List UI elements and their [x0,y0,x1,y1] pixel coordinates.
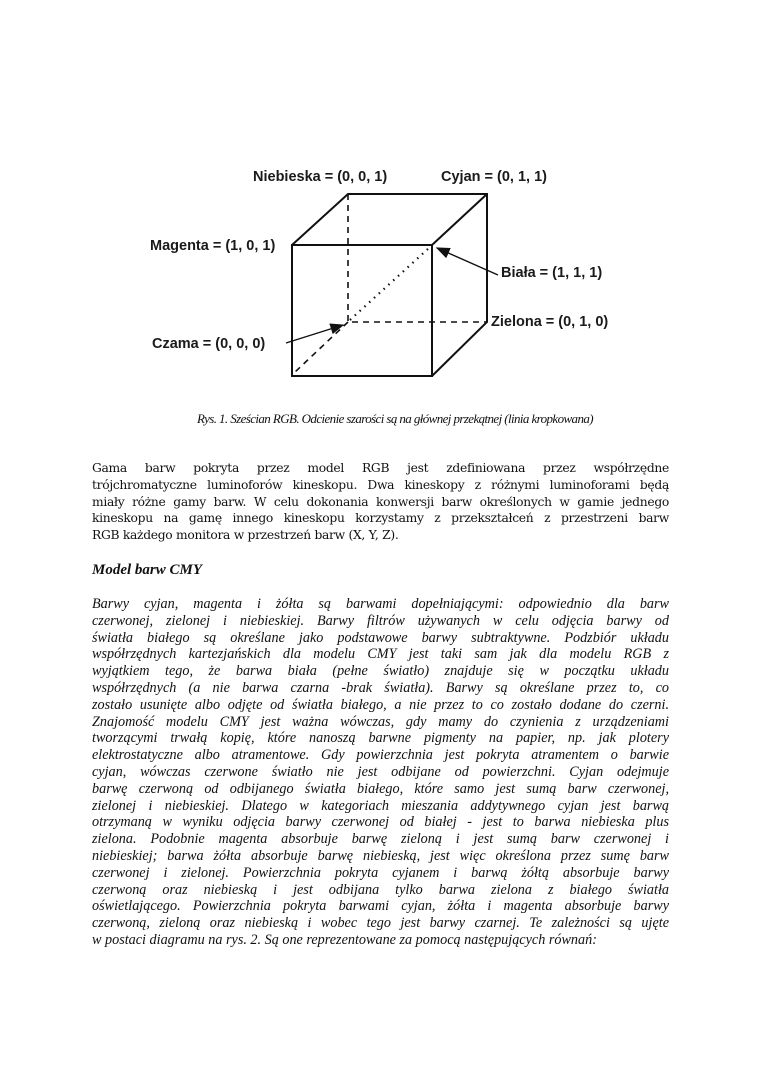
black-arrow [286,325,343,343]
text-line: współrzędnych (a nie barwa czarna -brak światła). Barwy są określane przez to, co [92,679,669,696]
figure-caption: Rys. 1. Sześcian RGB. Odcienie szarości są na głównej przekątnej (linia kropkowana) [197,411,593,426]
text-line: trójchromatyczne luminoforów kineskopu. Dwa kineskopy z różnymi luminoforami będą [92,477,669,492]
text-line: kineskopu na gamę innego kineskopu korzystamy z przekształceń z przestrzeni barw [92,511,669,526]
text-line: Gama barw pokryta przez model RGB jest zdefiniowana przez współrzędne [92,461,669,475]
text-line: czerwonej i zielonej. Powierzchnia pokryta cyjanem i barwą żółtą absorbuje barwy [92,864,669,881]
cube-front-face [292,245,432,376]
text-line: otrzymaną w wyniku odjęcia barwy czerwonej od białej - jest to barwa niebieska plus [92,814,669,831]
text-line: czerwonej, zielonej i niebieskiej. Barwy filtrów używanych w celu odjęcia barwy od [92,612,669,629]
text-line: światła białego są określane jako podstawowe barwy subtraktywne. Podzbiór układu [92,629,669,646]
rgb-cube-figure [0,0,760,440]
text-line: w postaci diagramu na rys. 2. Są one reprezentowane za pomocą następujących równań: [92,931,597,948]
text-line: cyjan, wówczas czerwone światło nie jest odbijane od powierzchni. Cyjan odejmuje [92,763,669,780]
label-blue: Niebieska = (0, 0, 1) [253,169,388,185]
text-line: tworzącymi trwałą kopię, które nanoszą barwne pigmenty na papier, np. jak plotery [92,730,669,747]
label-white: Biała = (1, 1, 1) [501,265,603,281]
section-heading: Model barw CMY [92,562,203,578]
text-line: miały różne gamy barw. W celu dokonania konwersji barw określonych w gamie jednego [92,494,669,509]
paragraph-cmy-model [92,596,669,949]
text-line: czerwoną, zieloną oraz niebieską i wobec tego jest barwy czarnej. Te zależności są ujęte [92,915,669,932]
text-line: Znajomość modelu CMY jest ważna wówczas, gdy mamy do czynienia z urządzeniami [92,713,669,730]
text-line: elektrostatyczne albo atramentowe. Gdy powierzchnia jest pokryta atramentem o barwie [92,747,669,764]
text-line: oświetlającego. Powierzchnia pokryta barwami cyjan, żółta i magenta absorbuje barwy [92,898,669,915]
label-magenta: Magenta = (1, 0, 1) [150,238,276,254]
label-green: Zielona = (0, 1, 0) [491,314,609,330]
white-arrow [437,248,498,275]
text-line: czerwoną oraz niebieską i jest odbijana tylko barwa zielona z białego światła [92,881,669,898]
label-black: Czama = (0, 0, 0) [152,336,266,352]
text-line: wyjątkiem tego, że barwa biała (pełne światło) znajduje się w początku układu [92,663,669,680]
text-line: niebieskiej; barwa żółta absorbuje barwę niebieską, jest więc określona przez sumę barw [92,847,669,864]
text-line: Barwy cyjan, magenta i żółta są barwami dopełniającymi: odpowiednio dla barw [92,596,669,612]
text-line: zielona. Podobnie magenta absorbuje barwę zieloną i jest sumą barw czerwonej i [92,831,669,848]
paragraph-rgb-gamut [92,460,669,544]
text-line: zielonej i niebieskiej. Dlatego w kategoriach mieszania addytywnego cyjan jest barwą [92,797,669,814]
rgb-cube-diagram [0,0,760,440]
text-line: współrzędnych kartezjańskich dla modelu CMY jest taki sam jak dla modelu RGB z [92,646,669,663]
text-line: RGB każdego monitora w przestrzeń barw (X, Y, Z). [92,528,399,543]
text-line: barwę czerwoną od odbijanego światła białego, które samo jest sumą barw czerwonej, [92,780,669,797]
grey-diagonal [350,247,430,320]
text-line: zostało usunięte albo odjęte od światła białego, a nie przez to co zostało dodane do czerni. [92,696,669,713]
label-cyan: Cyjan = (0, 1, 1) [441,169,547,185]
